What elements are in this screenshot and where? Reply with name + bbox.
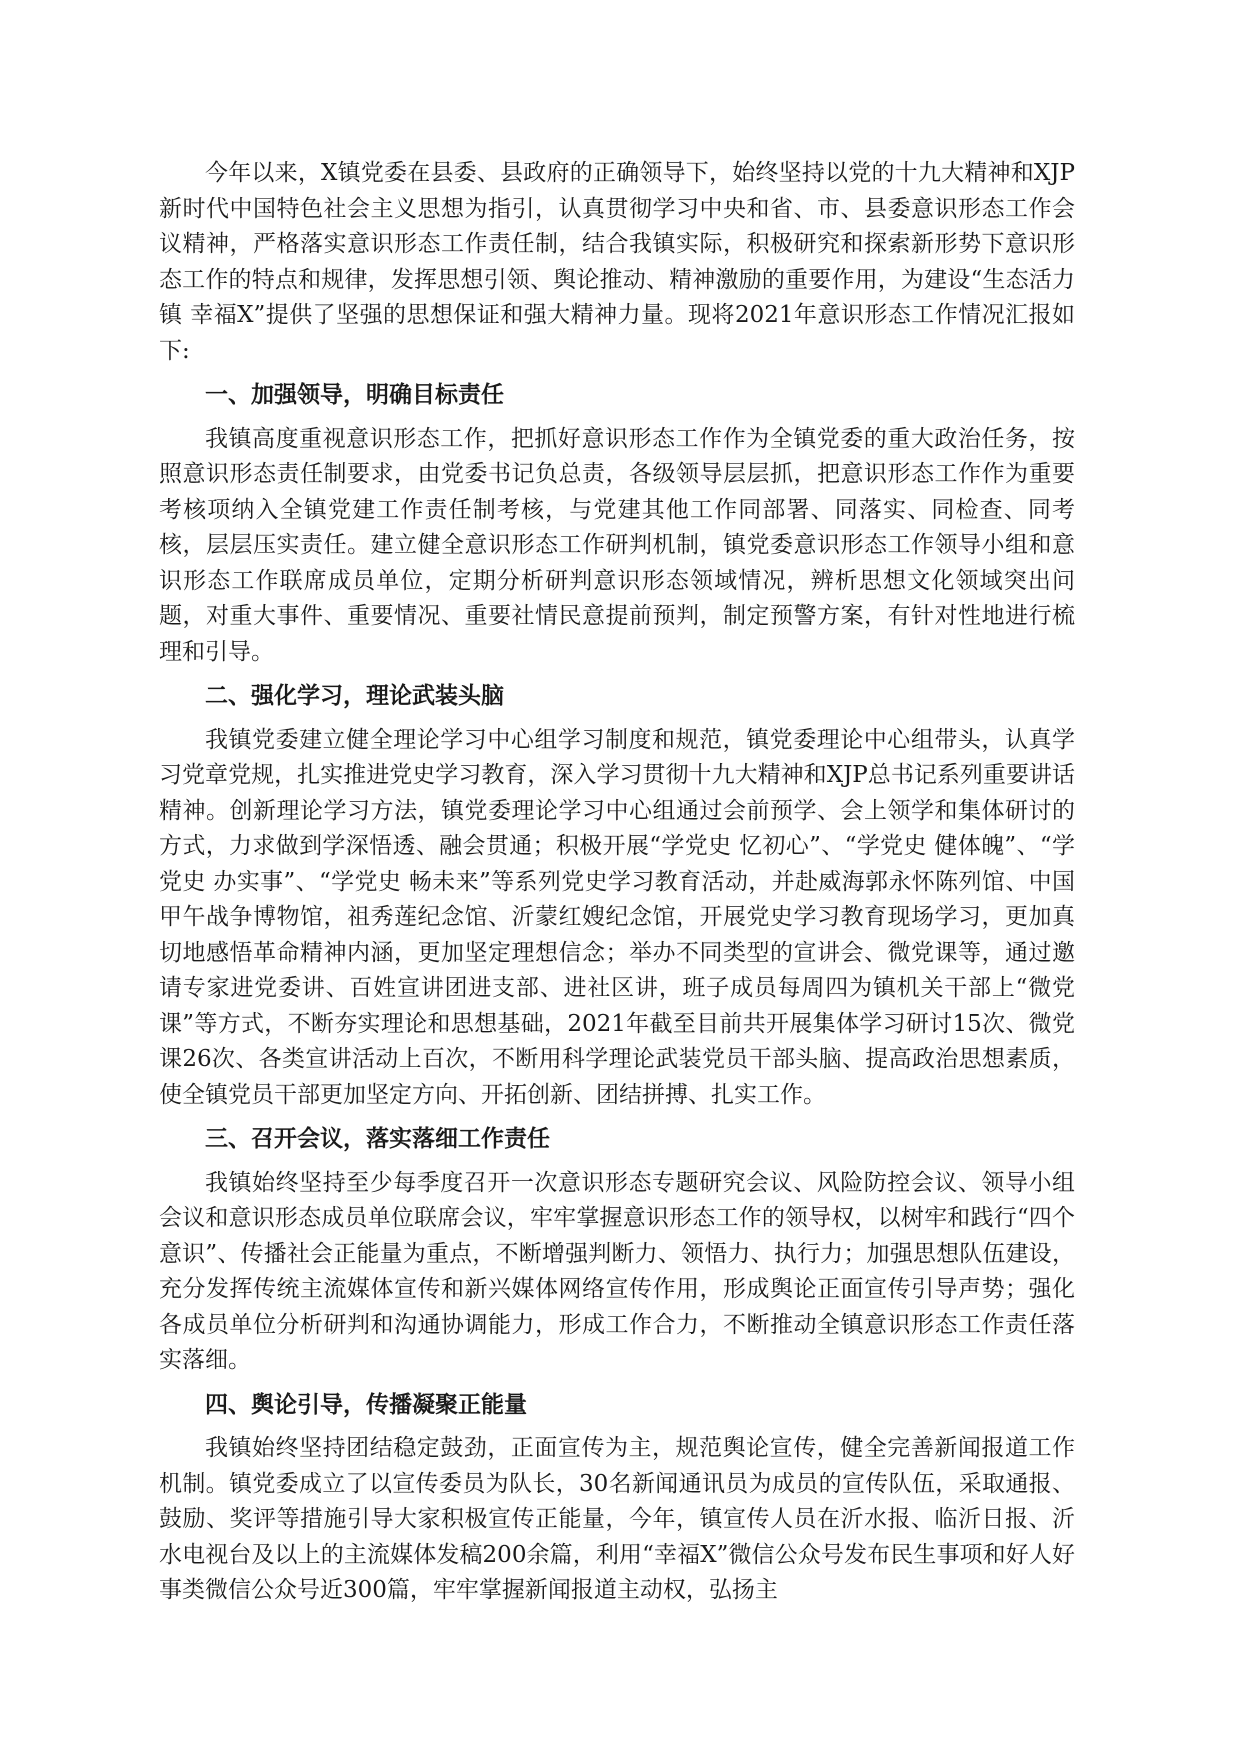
section-4-heading: 四、舆论引导，传播凝聚正能量 (205, 1391, 527, 1418)
section-3-paragraph: 我镇始终坚持至少每季度召开一次意识形态专题研究会议、风险防控会议、领导小组会议和意识形态成员单位联席会议，牢牢掌握意识形态工作的领导权，以树牢和践行“四个意识”、传播社会正能量为重点，不断增强判断力、领悟力、执行力；加强思想队伍建设，充分发挥传统主流媒体宣传和新兴媒体网络宣传作用，形成舆论正面宣传引导声势；强化各成员单位分析研判和沟通协调能力，形成工作合力，不断推动全镇意识形态工作责任落实落细。 (159, 1169, 1075, 1373)
section-2-paragraph: 我镇党委建立健全理论学习中心组学习制度和规范，镇党委理论中心组带头，认真学习党章党规，扎实推进党史学习教育，深入学习贯彻十九大精神和XJP总书记系列重要讲话精神。创新理论学习方法，镇党委理论学习中心组通过会前预学、会上领学和集体研讨的方式，力求做到学深悟透、融会贯通；积极开展“学党史 忆初心”、“学党史 健体魄”、“学党史 办实事”、“学党史 畅未来”等系列党史学习教育活动，并赴威海郭永怀陈列馆、中国甲午战争博物馆，祖秀莲纪念馆、沂蒙红嫂纪念馆，开展党史学习教育现场学习，更加真切地感悟革命精神内涵，更加坚定理想信念；举办不同类型的宣讲会、微党课等，通过邀请专家进党委讲、百姓宣讲团进支部、进社区讲，班子成员每周四为镇机关干部上“微党课”等方式，不断夯实理论和思想基础，2021年截至目前共开展集体学习研讨15次、微党课26次、各类宣讲活动上百次，不断用科学理论武装党员干部头脑、提高政治思想素质，使全镇党员干部更加坚定方向、开拓创新、团结拼搏、扎实工作。 (159, 726, 1075, 1108)
document-body (159, 156, 1075, 1609)
section-4-paragraph: 我镇始终坚持团结稳定鼓劲，正面宣传为主，规范舆论宣传，健全完善新闻报道工作机制。镇党委成立了以宣传委员为队长，30名新闻通讯员为成员的宣传队伍，采取通报、鼓励、奖评等措施引导大家积极宣传正能量，今年，镇宣传人员在沂水报、临沂日报、沂水电视台及以上的主流媒体发稿200余篇，利用“幸福X”微信公众号发布民生事项和好人好事类微信公众号近300篇，牢牢掌握新闻报道主动权，弘扬主 (159, 1435, 1075, 1603)
intro-paragraph: 今年以来，X镇党委在县委、县政府的正确领导下，始终坚持以党的十九大精神和XJP新时代中国特色社会主义思想为指引，认真贯彻学习中央和省、市、县委意识形态工作会议精神，严格落实意识形态工作责任制，结合我镇实际，积极研究和探索新形势下意识形态工作的特点和规律，发挥思想引领、舆论推动、精神激励的重要作用，为建设“生态活力镇 幸福X”提供了坚强的思想保证和强大精神力量。现将2021年意识形态工作情况汇报如下: (159, 160, 1075, 364)
section-1-heading: 一、加强领导，明确目标责任 (205, 382, 504, 408)
section-1-paragraph: 我镇高度重视意识形态工作，把抓好意识形态工作作为全镇党委的重大政治任务，按照意识形态责任制要求，由党委书记负总责，各级领导层层抓，把意识形态工作作为重要考核项纳入全镇党建工作责任制考核，与党建其他工作同部署、同落实、同检查、同考核，层层压实责任。建立健全意识形态工作研判机制，镇党委意识形态工作领导小组和意识形态工作联席成员单位，定期分析研判意识形态领域情况，辨析思想文化领域突出问题，对重大事件、重要情况、重要社情民意提前预判，制定预警方案，有针对性地进行梳理和引导。 (159, 425, 1075, 665)
section-2-heading: 二、强化学习，理论武装头脑 (205, 683, 504, 709)
section-3-heading: 三、召开会议，落实落细工作责任 (205, 1126, 550, 1152)
